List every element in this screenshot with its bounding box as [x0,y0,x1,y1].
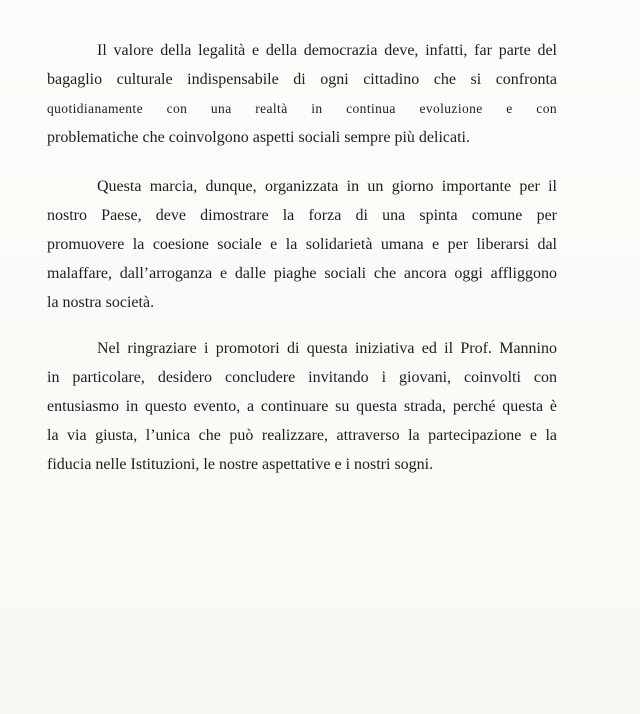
paragraph-thanks [47,334,557,479]
text-line: Il valore della legalità e della democrazia deve, infatti, far parte del [97,42,557,59]
text-line: fiducia nelle Istituzioni, le nostre aspettative e i nostri sogni. [47,456,434,473]
text-line: quotidianamente con una realtà in continua evoluzione e con [47,101,557,116]
text-line: promuovere la coesione sociale e la solidarietà umana e per liberarsi dal [47,236,557,253]
text-line: entusiasmo in questo evento, a continuare su questa strada, perché questa è [47,398,557,415]
text-line: Questa marcia, dunque, organizzata in un giorno importante per il [97,178,557,195]
text-line: problematiche che coinvolgono aspetti sociali sempre più delicati. [47,129,470,146]
text-line: bagaglio culturale indispensabile di ogni cittadino che si confronta [47,71,557,88]
text-line: Nel ringraziare i promotori di questa iniziativa ed il Prof. Mannino [97,340,557,357]
text-line: nostro Paese, deve dimostrare la forza di una spinta comune per [47,207,557,224]
text-line: malaffare, dall’arroganza e dalle piaghe sociali che ancora oggi affliggono [47,265,557,282]
paragraph-march [47,172,557,317]
text-line: in particolare, desidero concludere invitando i giovani, coinvolti con [47,369,557,386]
text-line: la nostra società. [47,294,155,311]
text-line: la via giusta, l’unica che può realizzare, attraverso la partecipazione e la [47,427,557,444]
paragraph-legality [47,36,557,152]
